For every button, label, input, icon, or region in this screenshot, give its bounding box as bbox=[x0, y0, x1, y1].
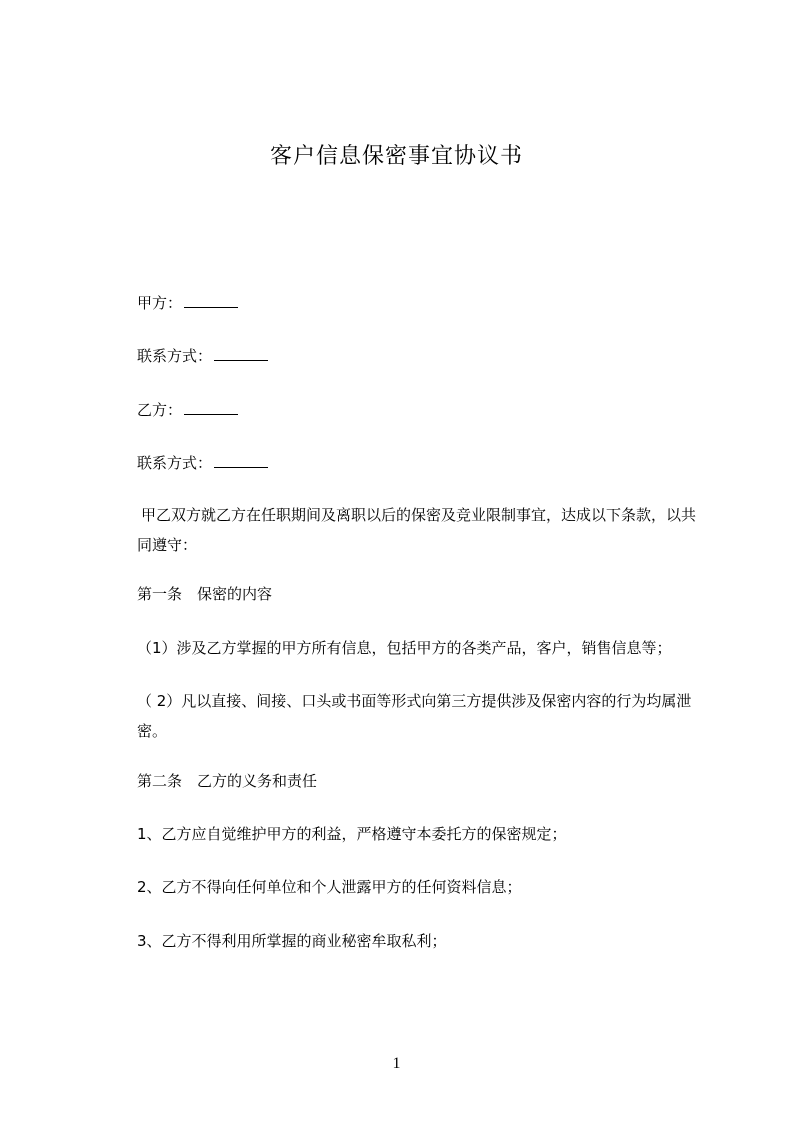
contact-a-line bbox=[137, 345, 268, 366]
party-b-line bbox=[137, 399, 238, 420]
page-number: 1 bbox=[392, 1055, 401, 1072]
party-a-line bbox=[137, 292, 238, 313]
article1-item1: （1）涉及乙方掌握的甲方所有信息，包括甲方的各类产品，客户，销售信息等； bbox=[137, 639, 672, 657]
article2-item3: 3、乙方不得利用所掌握的商业秘密牟取私利； bbox=[137, 932, 447, 950]
contact-b-label: 联系方式： bbox=[137, 454, 213, 472]
contact-a-blank bbox=[214, 345, 268, 361]
article1-heading: 第一条 保密的内容 bbox=[137, 585, 273, 603]
document-title: 客户信息保密事宜协议书 bbox=[269, 144, 523, 169]
contact-a-label: 联系方式： bbox=[137, 347, 213, 365]
article1-item2: （ 2）凡以直接、间接、口头或书面等形式向第三方提供涉及保密内容的行为均属泄密。 bbox=[137, 692, 692, 740]
contact-b-blank bbox=[214, 452, 268, 468]
party-b-blank bbox=[184, 399, 238, 415]
intro-paragraph: 甲乙双方就乙方在任职期间及离职以后的保密及竞业限制事宜，达成以下条款，以共同遵守： bbox=[137, 506, 697, 554]
party-a-blank bbox=[184, 292, 238, 308]
article2-heading: 第二条 乙方的义务和责任 bbox=[137, 772, 318, 790]
article2-item1: 1、乙方应自觉维护甲方的利益，严格遵守本委托方的保密规定； bbox=[137, 825, 567, 843]
party-b-label: 乙方： bbox=[137, 401, 183, 419]
party-a-label: 甲方： bbox=[137, 294, 183, 312]
article2-item2: 2、乙方不得向任何单位和个人泄露甲方的任何资料信息； bbox=[137, 878, 522, 896]
contact-b-line bbox=[137, 452, 268, 473]
